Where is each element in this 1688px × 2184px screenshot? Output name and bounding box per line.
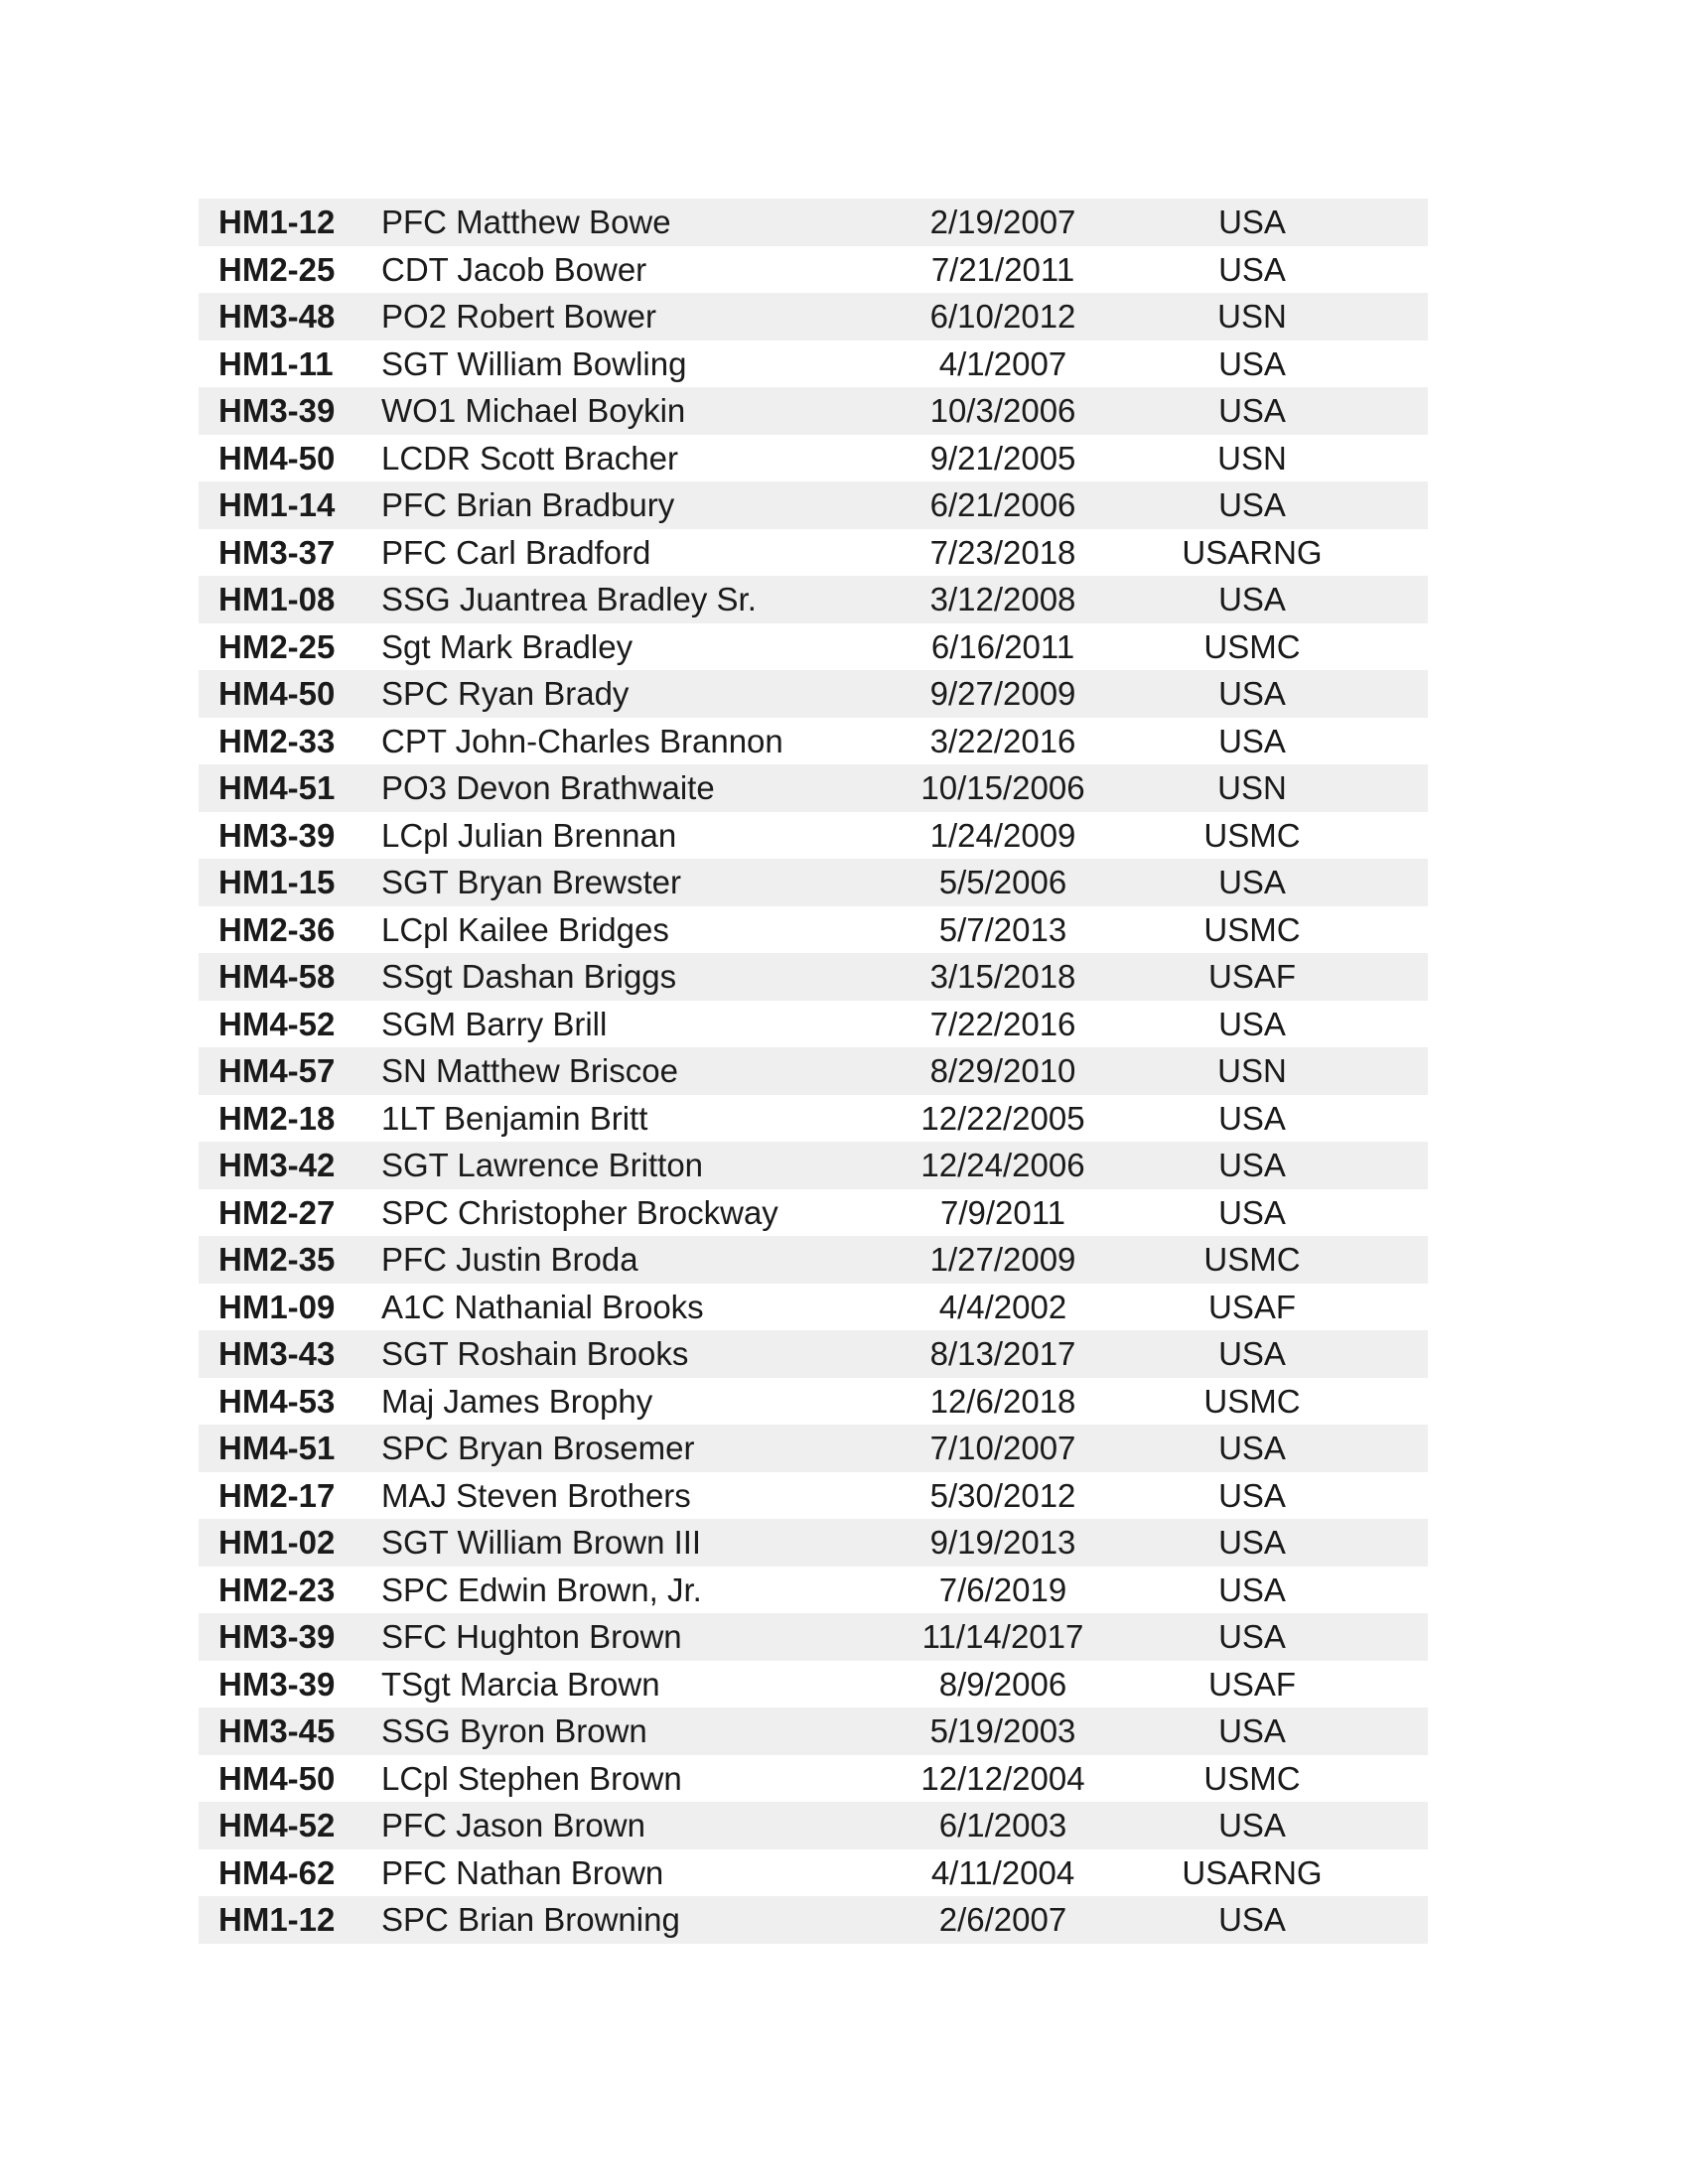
memorial-code: HM1-11 <box>218 344 334 382</box>
date-of-death: 7/9/2011 <box>939 1193 1065 1231</box>
memorial-code: HM3-45 <box>218 1712 336 1749</box>
service-branch: USA <box>1218 344 1286 382</box>
date-of-death: 1/27/2009 <box>929 1241 1076 1278</box>
service-member-name: PFC Nathan Brown <box>381 1853 664 1891</box>
table-row <box>199 1472 1428 1520</box>
date-of-death: 12/22/2005 <box>920 1099 1085 1137</box>
memorial-code: HM1-15 <box>218 864 336 900</box>
service-branch: USMC <box>1203 1241 1301 1278</box>
service-branch: USA <box>1218 864 1286 900</box>
service-member-name: SPC Ryan Brady <box>381 675 630 712</box>
service-branch: USA <box>1218 1430 1286 1466</box>
memorial-code: HM1-08 <box>218 581 336 617</box>
service-branch: USA <box>1218 1712 1286 1749</box>
service-branch: USA <box>1218 1901 1286 1938</box>
service-branch: USN <box>1217 769 1287 806</box>
memorial-code: HM3-39 <box>218 1618 336 1655</box>
service-member-name: PFC Brian Bradbury <box>381 486 675 523</box>
table-row <box>199 1849 1428 1897</box>
table-row <box>199 859 1428 906</box>
service-member-name: PFC Matthew Bowe <box>381 204 671 240</box>
service-member-name: CDT Jacob Bower <box>381 250 647 288</box>
memorial-code: HM1-02 <box>218 1524 336 1561</box>
memorial-code: HM4-57 <box>218 1052 336 1089</box>
date-of-death: 6/16/2011 <box>930 627 1075 665</box>
date-of-death: 12/6/2018 <box>929 1382 1076 1420</box>
memorial-code: HM3-37 <box>218 533 336 571</box>
service-branch: USA <box>1218 1524 1286 1561</box>
table-row <box>199 1425 1428 1472</box>
date-of-death: 7/23/2018 <box>929 533 1076 571</box>
table-row <box>199 1519 1428 1567</box>
memorial-code: HM2-23 <box>218 1570 336 1608</box>
date-of-death: 2/6/2007 <box>938 1901 1067 1938</box>
service-branch: USA <box>1218 392 1286 429</box>
service-branch: USMC <box>1203 910 1301 948</box>
service-member-name: SN Matthew Briscoe <box>381 1052 678 1089</box>
date-of-death: 5/19/2003 <box>929 1712 1076 1749</box>
date-of-death: 3/22/2016 <box>929 722 1076 759</box>
service-branch: USA <box>1218 1570 1286 1608</box>
date-of-death: 5/7/2013 <box>938 910 1067 948</box>
service-branch: USA <box>1218 1147 1286 1183</box>
service-branch: USA <box>1218 1099 1286 1137</box>
service-branch: USA <box>1218 1476 1286 1514</box>
service-branch: USAF <box>1207 1288 1296 1325</box>
service-branch: USARNG <box>1182 1853 1323 1891</box>
memorial-code: HM3-39 <box>218 1665 336 1703</box>
service-member-name: PFC Carl Bradford <box>381 533 651 571</box>
memorial-code: HM1-14 <box>218 486 336 523</box>
date-of-death: 7/10/2007 <box>929 1430 1076 1466</box>
memorial-code: HM4-62 <box>218 1853 336 1891</box>
table-row <box>199 246 1428 294</box>
date-of-death: 3/15/2018 <box>929 958 1076 995</box>
service-member-name: PO3 Devon Brathwaite <box>381 769 715 806</box>
memorial-code: HM2-25 <box>218 627 336 665</box>
table-row <box>199 718 1428 765</box>
service-branch: USMC <box>1203 627 1301 665</box>
date-of-death: 9/19/2013 <box>929 1524 1076 1561</box>
service-member-name: SGT Bryan Brewster <box>381 864 681 900</box>
memorial-code: HM2-36 <box>218 910 336 948</box>
memorial-code: HM4-51 <box>218 1430 336 1466</box>
service-branch: USA <box>1218 581 1286 617</box>
table-row <box>199 1236 1428 1284</box>
service-member-name: SGT Roshain Brooks <box>381 1335 689 1372</box>
memorial-code: HM2-35 <box>218 1241 336 1278</box>
table-row <box>199 293 1428 341</box>
service-branch: USMC <box>1203 1759 1301 1797</box>
service-member-name: SGT Lawrence Britton <box>381 1147 704 1183</box>
date-of-death: 5/30/2012 <box>929 1476 1076 1514</box>
table-row <box>199 764 1428 812</box>
memorial-code: HM4-53 <box>218 1382 336 1420</box>
service-member-name: Sgt Mark Bradley <box>381 627 633 665</box>
date-of-death: 7/22/2016 <box>929 1005 1076 1042</box>
memorial-code: HM3-43 <box>218 1335 336 1372</box>
date-of-death: 12/24/2006 <box>920 1147 1085 1183</box>
table-row <box>199 1047 1428 1095</box>
table-row <box>199 1755 1428 1803</box>
service-member-name: A1C Nathanial Brooks <box>381 1288 704 1325</box>
date-of-death: 2/19/2007 <box>929 204 1076 240</box>
service-branch: USN <box>1217 298 1287 335</box>
date-of-death: 6/1/2003 <box>938 1807 1067 1843</box>
table-row <box>199 1661 1428 1708</box>
table-row <box>199 1001 1428 1048</box>
date-of-death: 8/9/2006 <box>938 1665 1067 1703</box>
table-row <box>199 341 1428 388</box>
service-member-name: CPT John-Charles Brannon <box>381 722 783 759</box>
table-row <box>199 1613 1428 1661</box>
table-row <box>199 529 1428 577</box>
service-branch: USA <box>1218 486 1286 523</box>
date-of-death: 4/4/2002 <box>938 1288 1067 1325</box>
service-branch: USA <box>1218 1005 1286 1042</box>
table-row <box>199 1896 1428 1944</box>
memorial-code: HM1-12 <box>218 204 336 240</box>
table-row <box>199 576 1428 623</box>
date-of-death: 6/21/2006 <box>929 486 1076 523</box>
service-branch: USMC <box>1203 1382 1301 1420</box>
date-of-death: 10/15/2006 <box>920 769 1085 806</box>
service-branch: USA <box>1218 722 1286 759</box>
date-of-death: 11/14/2017 <box>921 1618 1084 1655</box>
table-row <box>199 1378 1428 1426</box>
memorial-code: HM4-50 <box>218 1759 336 1797</box>
memorial-code: HM4-58 <box>218 958 336 995</box>
table-row <box>199 1189 1428 1237</box>
date-of-death: 9/21/2005 <box>929 439 1076 477</box>
service-branch: USN <box>1217 1052 1287 1089</box>
service-member-name: LCpl Kailee Bridges <box>381 910 669 948</box>
table-row <box>199 1142 1428 1189</box>
service-member-name: PO2 Robert Bower <box>381 298 656 335</box>
service-member-name: PFC Justin Broda <box>381 1241 638 1278</box>
memorial-code: HM2-18 <box>218 1099 336 1137</box>
memorial-code: HM3-42 <box>218 1147 336 1183</box>
memorial-code: HM1-12 <box>218 1901 336 1938</box>
service-branch: USAF <box>1207 1665 1296 1703</box>
service-member-name: SGM Barry Brill <box>381 1005 608 1042</box>
table-row <box>199 1707 1428 1755</box>
date-of-death: 6/10/2012 <box>929 298 1076 335</box>
service-branch: USA <box>1218 675 1286 712</box>
date-of-death: 5/5/2006 <box>938 864 1067 900</box>
service-member-name: SSG Byron Brown <box>381 1712 647 1749</box>
date-of-death: 8/13/2017 <box>929 1335 1076 1372</box>
service-member-name: SPC Brian Browning <box>381 1901 680 1938</box>
service-member-name: SSG Juantrea Bradley Sr. <box>381 581 757 617</box>
table-row <box>199 481 1428 529</box>
service-member-name: LCpl Julian Brennan <box>381 816 677 854</box>
memorial-code: HM4-52 <box>218 1005 336 1042</box>
service-branch: USA <box>1218 1335 1286 1372</box>
table-row <box>199 387 1428 435</box>
service-member-name: SPC Christopher Brockway <box>381 1193 778 1231</box>
memorial-code: HM4-51 <box>218 769 336 806</box>
date-of-death: 12/12/2004 <box>920 1759 1085 1797</box>
memorial-code: HM3-39 <box>218 392 336 429</box>
table-row <box>199 1330 1428 1378</box>
service-member-name: SFC Hughton Brown <box>381 1618 682 1655</box>
service-member-name: SGT William Brown III <box>381 1524 702 1561</box>
table-row <box>199 812 1428 860</box>
memorial-code: HM4-50 <box>218 675 336 712</box>
service-branch: USA <box>1218 1193 1286 1231</box>
service-member-name: MAJ Steven Brothers <box>381 1476 691 1514</box>
table-row <box>199 953 1428 1001</box>
memorial-code: HM2-27 <box>218 1193 336 1231</box>
memorial-code: HM1-09 <box>218 1288 336 1325</box>
service-member-name: PFC Jason Brown <box>381 1807 645 1843</box>
table-row <box>199 906 1428 954</box>
memorial-code: HM4-52 <box>218 1807 336 1843</box>
service-branch: USARNG <box>1182 533 1323 571</box>
service-member-name: SGT William Bowling <box>381 344 687 382</box>
service-branch: USMC <box>1203 816 1301 854</box>
table-row <box>199 435 1428 482</box>
service-member-name: SPC Edwin Brown, Jr. <box>381 1570 702 1608</box>
service-branch: USA <box>1218 1618 1286 1655</box>
service-member-name: 1LT Benjamin Britt <box>381 1099 648 1137</box>
service-member-name: LCpl Stephen Brown <box>381 1759 682 1797</box>
date-of-death: 7/21/2011 <box>930 250 1075 288</box>
table-row <box>199 199 1428 246</box>
table-row <box>199 623 1428 671</box>
date-of-death: 3/12/2008 <box>929 581 1076 617</box>
table-row <box>199 1802 1428 1849</box>
service-member-name: SSgt Dashan Briggs <box>381 958 677 995</box>
memorial-code: HM3-48 <box>218 298 336 335</box>
table-row <box>199 1095 1428 1143</box>
memorial-code: HM4-50 <box>218 439 336 477</box>
memorial-code: HM2-25 <box>218 250 336 288</box>
memorial-code: HM3-39 <box>218 816 336 854</box>
date-of-death: 8/29/2010 <box>929 1052 1076 1089</box>
table-row <box>199 1284 1428 1331</box>
service-member-name: WO1 Michael Boykin <box>381 392 686 429</box>
date-of-death: 1/24/2009 <box>929 816 1076 854</box>
service-branch: USAF <box>1207 958 1296 995</box>
table-row <box>199 670 1428 718</box>
service-member-name: TSgt Marcia Brown <box>381 1665 660 1703</box>
memorial-code: HM2-17 <box>218 1476 336 1514</box>
date-of-death: 4/1/2007 <box>938 344 1067 382</box>
service-member-name: Maj James Brophy <box>381 1382 653 1420</box>
memorial-code: HM2-33 <box>218 722 336 759</box>
table-row <box>199 1567 1428 1614</box>
service-branch: USA <box>1218 204 1286 240</box>
service-member-name: LCDR Scott Bracher <box>381 439 678 477</box>
honor-roll-table <box>199 199 1428 1944</box>
date-of-death: 7/6/2019 <box>938 1570 1067 1608</box>
date-of-death: 10/3/2006 <box>929 392 1076 429</box>
date-of-death: 9/27/2009 <box>929 675 1076 712</box>
service-member-name: SPC Bryan Brosemer <box>381 1430 695 1466</box>
service-branch: USN <box>1217 439 1287 477</box>
service-branch: USA <box>1218 1807 1286 1843</box>
date-of-death: 4/11/2004 <box>930 1853 1075 1891</box>
service-branch: USA <box>1218 250 1286 288</box>
